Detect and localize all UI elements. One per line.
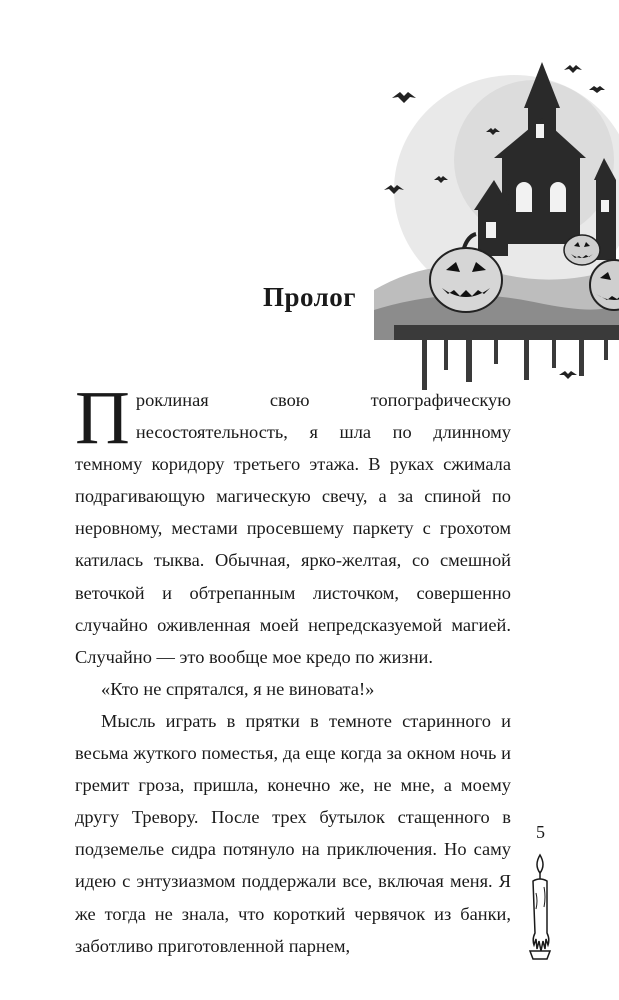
- body-text: [75, 376, 511, 962]
- chapter-title: Пролог: [262, 282, 357, 312]
- paragraph: Мысль играть в прятки в темноте старинного и весьма жуткого поместья, да еще когда за окном ночь и гремит гроза, пришла, конечно же, не мне, а моему другу Тревору. После трех бутылок стащенного в подземелье сидра потянуло на приключения. Но саму идею с энтузиазмом поддержали все, включая меня. Я же тогда не знала, что короткий червячок из банки, заботливо приготовленной парнем,: [75, 710, 511, 956]
- candle-icon: [524, 853, 556, 963]
- page-number: 5: [536, 822, 545, 842]
- drop-cap: П: [75, 376, 130, 460]
- paragraph: «Кто не спрятался, я не виновата!»: [101, 678, 375, 699]
- ink-drips: [394, 325, 619, 390]
- haunted-house-illustration: [374, 40, 619, 400]
- pumpkin-icon: [564, 235, 600, 265]
- paragraph-text: роклиная свою топографическую несостоятельность, я шла по длинному темному коридору третьего этажа. В руках сжимала подрагивающую магическую свечу, а за спиной по неровному, местами просевшему паркету с грохотом катилась тыква. Обычная, ярко-желтая, со смешной веточкой и обтрепанным листочком, совершенно случайно оживленная моей непредсказуемой магией. Случайно — это вообще мое кредо по жизни.: [75, 390, 511, 667]
- paragraph: [75, 376, 511, 673]
